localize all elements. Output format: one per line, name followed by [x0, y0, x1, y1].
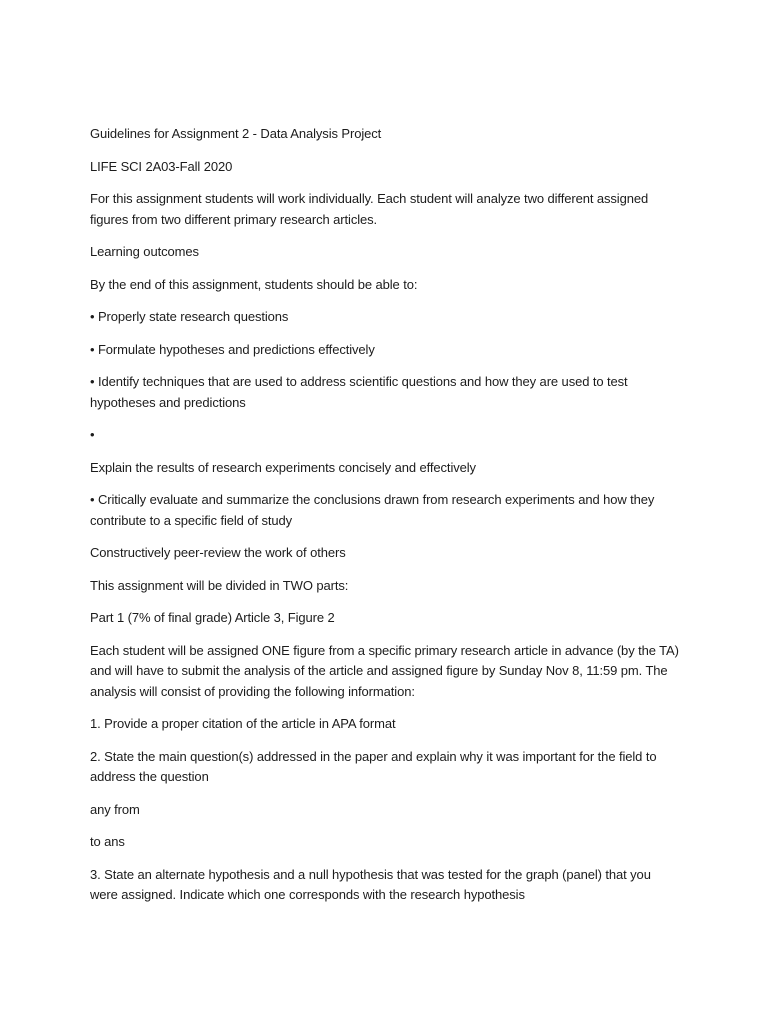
- part-1-description: Each student will be assigned ONE figure from a specific primary research article in advance (by the TA) and will have to submit the analysis of the article and assigned figure by Sunday Nov 8, 11:59 pm. The analysis will consist of providing the following information:: [90, 642, 679, 699]
- intro-paragraph: For this assignment students will work individually. Each student will analyze two different assigned figures from two different primary research articles.: [90, 191, 649, 227]
- requirement-item: 1. Provide a proper citation of the article in APA format: [90, 716, 396, 731]
- text-fragment: any from: [90, 801, 140, 817]
- bullet-only: •: [90, 427, 95, 442]
- requirement-item: 2. State the main question(s) addressed in the paper and explain why it was important for the field to address the question: [90, 748, 657, 784]
- document-page: [90, 124, 680, 918]
- outcome-item: • Identify techniques that are used to address scientific questions and how they are used to test hypotheses and predictions: [90, 374, 628, 410]
- parts-intro: This assignment will be divided in TWO parts:: [90, 577, 349, 593]
- outcome-item: • Formulate hypotheses and predictions effectively: [90, 341, 375, 357]
- learning-outcomes-heading: Learning outcomes: [90, 244, 199, 259]
- text-fragment: to ans: [90, 834, 125, 849]
- outcomes-lead-in: By the end of this assignment, students should be able to:: [90, 276, 418, 292]
- outcome-item: Explain the results of research experiments concisely and effectively: [90, 459, 476, 475]
- outcome-item: • Critically evaluate and summarize the conclusions drawn from research experiments and how they contribute to a specific field of study: [90, 492, 655, 528]
- course-code: LIFE SCI 2A03-Fall 2020: [90, 158, 233, 174]
- document-title: Guidelines for Assignment 2 - Data Analysis Project: [90, 126, 382, 141]
- outcome-item: Constructively peer-review the work of others: [90, 545, 346, 560]
- requirement-item: 3. State an alternate hypothesis and a null hypothesis that was tested for the graph (panel) that you were assigned. Indicate which one corresponds with the research hypothesis: [90, 866, 651, 902]
- outcome-item: • Properly state research questions: [90, 309, 289, 324]
- part-1-heading: Part 1 (7% of final grade) Article 3, Figure 2: [90, 610, 335, 625]
